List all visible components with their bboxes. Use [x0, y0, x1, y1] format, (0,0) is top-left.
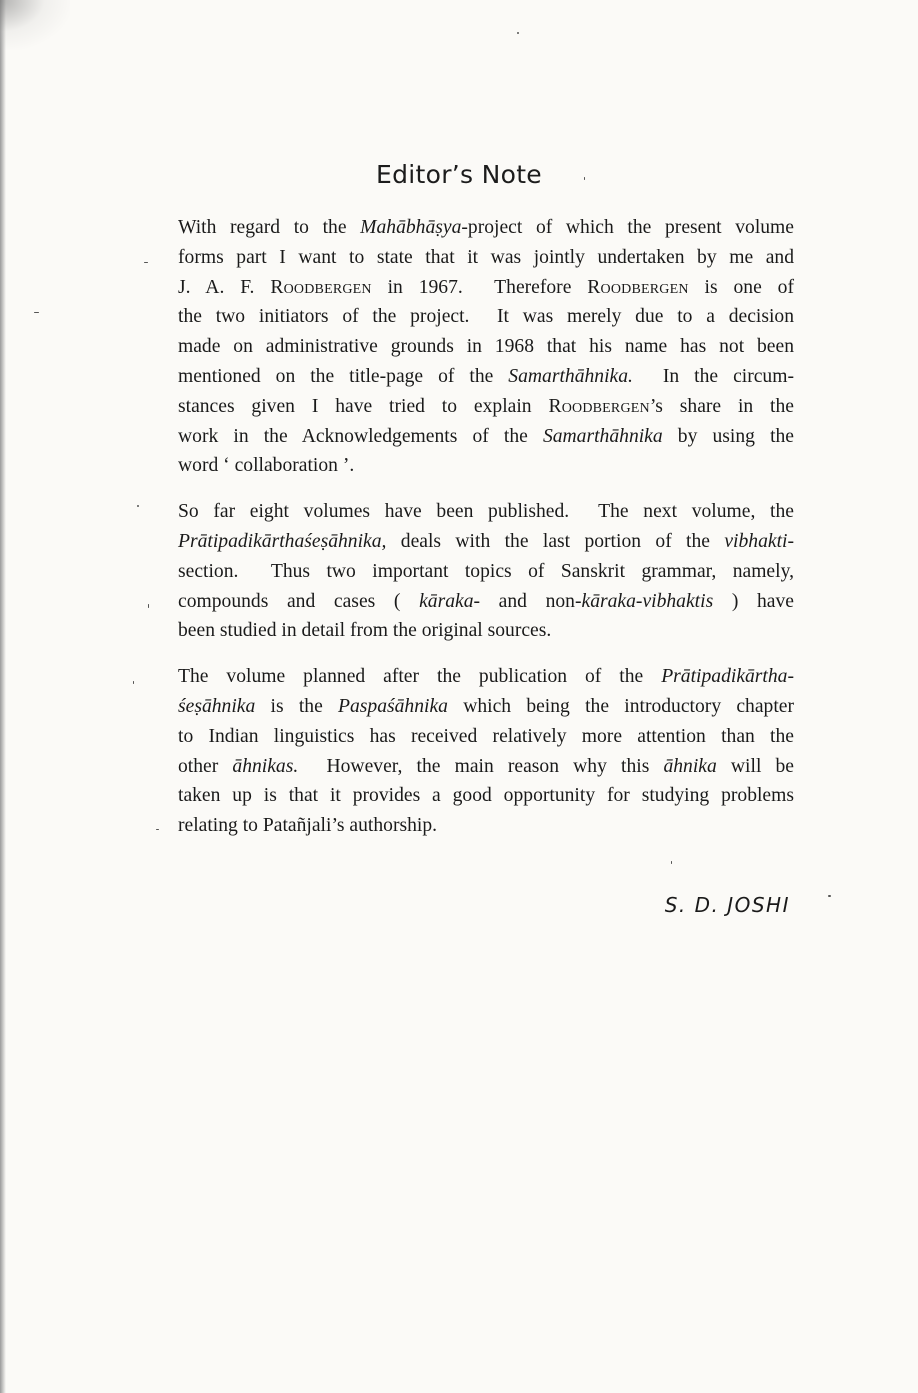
text-run: -project of which the present volume — [461, 217, 794, 238]
editor-signature: S. D. JOSHI — [664, 893, 790, 917]
text-line — [178, 557, 794, 587]
text-run: forms part I want to state that it was jointly undertaken by me and — [178, 246, 794, 268]
text-line — [178, 587, 794, 617]
text-line — [178, 527, 794, 557]
italic-term: śeṣāhnika — [178, 695, 256, 717]
text-line — [178, 781, 794, 811]
italic-term: āhnika — [663, 755, 717, 777]
paragraph — [178, 213, 794, 481]
italic-term: Samarthāhnika. — [508, 365, 633, 387]
print-speck — [34, 312, 39, 313]
print-speck — [828, 895, 831, 897]
italic-term: Prātipadikārthaśeṣāhnika, — [178, 530, 387, 552]
text-run: ’s share in the — [649, 395, 794, 417]
text-run: which being the introductory chapter — [447, 695, 795, 717]
text-run: the two initiators of the project. It was merely due to a decision — [178, 306, 794, 328]
text-run: other — [178, 755, 233, 777]
text-run: taken up is that it provides a good opportunity for studying problems — [178, 785, 794, 807]
text-run: will be — [716, 755, 794, 777]
text-line — [178, 722, 794, 752]
print-speck — [133, 681, 134, 684]
print-speck — [148, 604, 149, 608]
text-run: deals with the last portion of the — [386, 530, 725, 552]
print-speck — [137, 505, 139, 507]
text-line — [178, 422, 794, 452]
note-body — [178, 213, 794, 857]
text-run: mentioned on the title-page of the — [178, 365, 509, 387]
corner-shadow — [0, 0, 70, 50]
text-run: With regard to the — [178, 217, 361, 238]
text-run: word ‘ collaboration ’. — [178, 455, 355, 477]
small-caps-name: Roodbergen — [270, 276, 372, 298]
text-line — [178, 497, 794, 527]
print-speck — [517, 32, 519, 34]
text-run: to Indian linguistics has received relatively more attention than the — [178, 725, 794, 747]
italic-term: vibhakti- — [724, 530, 794, 552]
text-run: compounds and cases ( — [178, 590, 420, 612]
text-line — [178, 752, 794, 782]
print-speck — [144, 262, 148, 263]
page-title: Editor’s Note — [376, 160, 542, 189]
italic-term: kāraka-vibhaktis — [581, 590, 714, 612]
italic-term: Paspaśāhnika — [338, 695, 448, 717]
text-line — [178, 662, 794, 692]
print-speck — [584, 177, 585, 180]
text-line — [178, 392, 794, 422]
text-run: by using the — [662, 425, 795, 447]
text-run: in 1967. Therefore — [371, 276, 588, 298]
text-line — [178, 213, 794, 243]
text-run: relating to Patañjali’s authorship. — [178, 815, 438, 837]
paragraph — [178, 662, 794, 841]
text-line — [178, 811, 794, 841]
text-run: ) have — [713, 590, 795, 612]
text-run: been studied in detail from the original sources. — [178, 620, 552, 642]
text-run: work in the Acknowledgements of the — [178, 425, 543, 447]
text-run: and non- — [480, 590, 582, 612]
text-run: section. Thus two important topics of Sanskrit grammar, namely, — [178, 560, 794, 582]
italic-term: Mahābhāṣya — [360, 217, 462, 238]
text-line — [178, 273, 794, 303]
italic-term: Prātipadikārtha- — [661, 666, 794, 688]
text-run: is the — [255, 695, 339, 717]
text-run: made on administrative grounds in 1968 that his name has not been — [178, 336, 794, 358]
italic-term: kāraka- — [419, 590, 481, 612]
text-run: However, the main reason why this — [298, 755, 664, 777]
text-run: The volume planned after the publication of the — [178, 666, 662, 688]
italic-term: āhnikas. — [232, 755, 299, 777]
text-line — [178, 362, 794, 392]
text-line — [178, 332, 794, 362]
italic-term: Samarthāhnika — [542, 425, 663, 447]
text-run: stances given I have tried to explain — [178, 395, 549, 417]
text-run: So far eight volumes have been published. The next volume, the — [178, 501, 794, 523]
text-run: J. A. F. — [178, 276, 271, 298]
print-speck — [156, 829, 159, 830]
text-line — [178, 451, 794, 481]
text-line — [178, 616, 794, 646]
small-caps-name: Roodbergen — [587, 276, 689, 298]
text-line — [178, 243, 794, 273]
print-speck — [671, 861, 672, 864]
paragraph — [178, 497, 794, 646]
page-edge-shadow — [0, 0, 6, 1393]
text-line — [178, 302, 794, 332]
small-caps-name: Roodbergen — [548, 395, 650, 417]
text-run: In the circum- — [632, 365, 794, 387]
text-line — [178, 692, 794, 722]
text-run: is one of — [688, 276, 794, 298]
